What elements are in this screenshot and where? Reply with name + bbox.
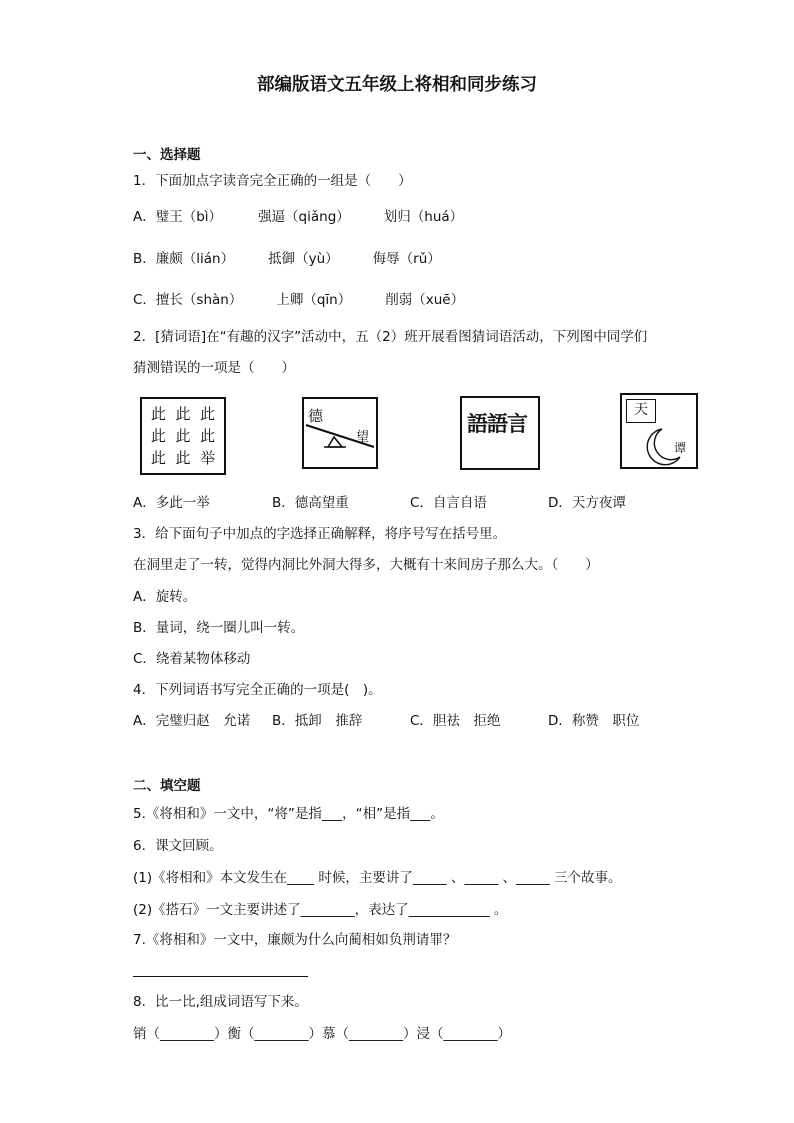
q1-c-1: C．擅长（shàn） — [133, 292, 243, 308]
q2-picture-3 — [460, 396, 540, 470]
q6-part-2: (2)《搭石》一文主要讲述了________，表达了____________ 。 — [133, 902, 508, 918]
q1-b-3: 侮辱（rǔ） — [372, 251, 441, 267]
q2-option-c: C．自言自语 — [410, 495, 487, 511]
q4-option-a: A．完璧归赵 允诺 — [133, 713, 251, 729]
q2-stem-line1: 2．[猜词语]在“有趣的汉字”活动中，五（2）班开展看图猜词语活动，下列图中同学们 — [133, 329, 648, 345]
pic1-char: 此 — [150, 427, 166, 445]
q2-picture-4 — [620, 393, 698, 469]
moon-icon — [622, 395, 696, 467]
q5: 5.《将相和》一文中，“将”是指___，“相”是指___。 — [133, 806, 444, 822]
q1-a-1: A．璧王（bì） — [133, 209, 223, 225]
q4-option-c: C．胆祛 拒绝 — [410, 713, 501, 729]
pic1-char: 此 — [175, 427, 191, 445]
pic2-char-wang: 望 — [356, 430, 370, 445]
q7-answer-line — [133, 976, 308, 977]
q2-option-b: B．德高望重 — [272, 495, 349, 511]
pic2-char-de: 德 — [308, 407, 324, 425]
section-choice-heading: 一、选择题 — [133, 147, 201, 163]
q1-option-b — [133, 250, 441, 268]
q1-b-2: 抵御（yù） — [268, 251, 339, 267]
q1-stem: 1．下面加点字读音完全正确的一组是（ ） — [133, 173, 412, 189]
q4-stem: 4．下列词语书写完全正确的一项是( )。 — [133, 682, 382, 698]
q2-stem-line2: 猜测错误的一项是（ ） — [133, 360, 295, 376]
pic1-char: 此 — [175, 405, 191, 423]
q1-option-c — [133, 291, 464, 309]
pic1-char: 此 — [150, 405, 166, 423]
q6-part-1: (1)《将相和》本文发生在____ 时候，主要讲了_____ 、_____ 、_____ 三个故事。 — [133, 870, 622, 886]
q4-option-d: D．称赞 职位 — [548, 713, 640, 729]
q6-stem: 6．课文回顾。 — [133, 838, 223, 854]
q3-option-a: A．旋转。 — [133, 589, 197, 605]
q1-c-3: 削弱（xuē） — [385, 292, 465, 308]
pic1-char: 此 — [175, 449, 191, 467]
q3-sentence: 在洞里走了一转，觉得内洞比外洞大得多，大概有十来间房子那么大。（ ） — [133, 557, 599, 573]
pic1-char: 此 — [150, 449, 166, 467]
q1-a-2: 强逼（qiǎng） — [258, 209, 350, 225]
q3-option-c: C．绕着某物体移动 — [133, 651, 251, 667]
q2-picture-1 — [140, 397, 226, 475]
section-fill-heading: 二、填空题 — [133, 778, 201, 794]
q2-option-d: D．天方夜谭 — [548, 495, 626, 511]
q3-stem: 3．给下面句子中加点的字选择正确解释，将序号写在括号里。 — [133, 526, 507, 542]
q1-option-a — [133, 208, 463, 226]
pic4-char-tan: 谭 — [674, 441, 687, 455]
page-title: 部编版语文五年级上将相和同步练习 — [257, 75, 537, 95]
q8-stem: 8．比一比,组成词语写下来。 — [133, 994, 308, 1010]
pic4-inner-box: 天 — [626, 399, 656, 423]
q8-fill-line: 销（________）衡（________）慕（________）浸（________） — [133, 1026, 511, 1042]
q7: 7.《将相和》一文中，廉颇为什么向蔺相如负荆请罪？ — [133, 932, 457, 948]
pic1-char: 此 — [200, 427, 216, 445]
q2-option-a: A．多此一举 — [133, 495, 210, 511]
q4-option-b: B．抵卸 推辞 — [272, 713, 363, 729]
pic3-text: 語語言 — [467, 411, 527, 436]
pic1-char: 举 — [200, 449, 216, 467]
q1-a-3: 划归（huá） — [383, 209, 464, 225]
q3-option-b: B．量词，绕一圈儿叫一转。 — [133, 620, 305, 636]
q1-b-1: B．廉颇（lián） — [133, 251, 235, 267]
q2-picture-2 — [302, 397, 378, 469]
pic1-char: 此 — [200, 405, 216, 423]
q1-c-2: 上卿（qīn） — [276, 292, 352, 308]
